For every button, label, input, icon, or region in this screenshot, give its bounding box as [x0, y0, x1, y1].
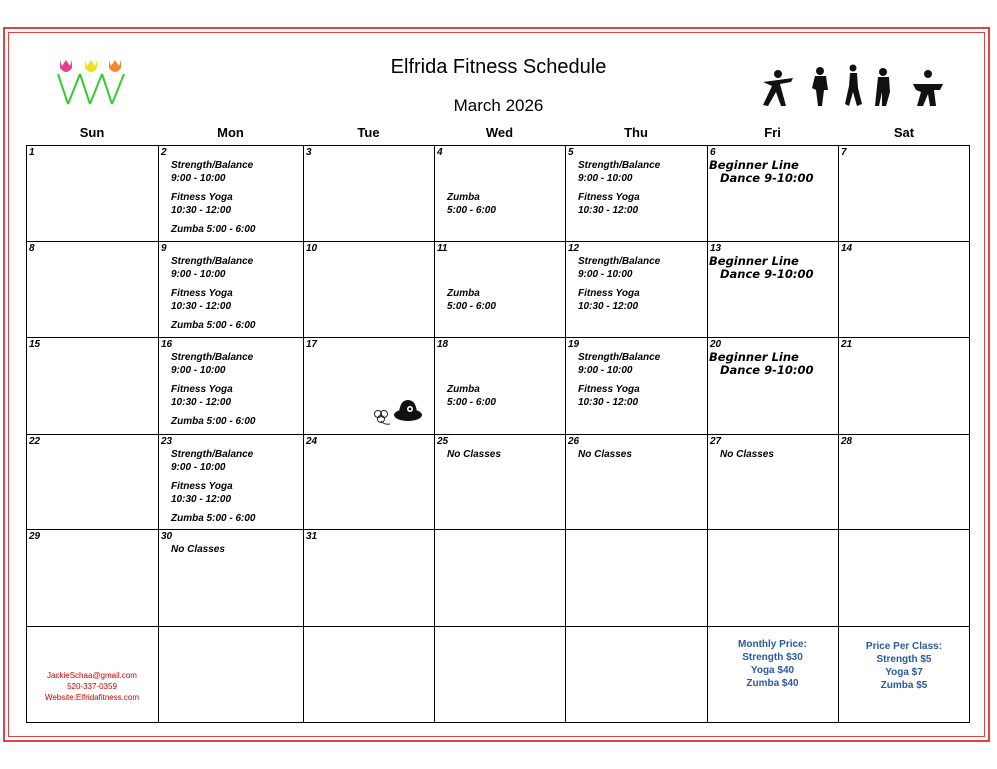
day-number: 3: [306, 147, 312, 158]
month-title: March 2026: [453, 96, 544, 115]
day-cell: [434, 434, 565, 530]
day-cell: [303, 434, 434, 530]
day-number: 6: [710, 147, 716, 158]
dow-sat: Sat: [893, 125, 915, 140]
day-cell: [565, 337, 707, 433]
day-cell: [565, 434, 707, 530]
class-line: Zumba 5:00 - 6:00: [171, 416, 256, 427]
class-line: 5:00 - 6:00: [447, 301, 496, 312]
class-line: Strength/Balance: [578, 256, 661, 267]
day-cell: [26, 241, 158, 337]
class-line: Zumba: [447, 384, 480, 395]
class-line: Zumba 5:00 - 6:00: [171, 224, 256, 235]
day-cell: [26, 145, 158, 241]
day-number: 19: [568, 339, 580, 350]
class-line: 10:30 - 12:00: [171, 205, 232, 216]
monthly-price: [707, 638, 838, 690]
class-line: 10:30 - 12:00: [578, 397, 639, 408]
class-line: 9:00 - 10:00: [171, 269, 226, 280]
class-line: Strength/Balance: [171, 449, 254, 460]
class-line: Zumba 5:00 - 6:00: [171, 513, 256, 524]
day-number: 21: [841, 339, 853, 350]
dow-mon: Mon: [217, 125, 244, 140]
day-number: 23: [161, 436, 173, 447]
class-line: 10:30 - 12:00: [578, 301, 639, 312]
class-line: No Classes: [720, 449, 774, 460]
class-line: No Classes: [447, 449, 501, 460]
class-price-yoga: Yoga $7: [885, 667, 923, 678]
day-number: 31: [306, 531, 318, 542]
class-line: 10:30 - 12:00: [171, 301, 232, 312]
day-cell: [707, 434, 838, 530]
page-title: Elfrida Fitness Schedule: [390, 56, 607, 78]
class-price-zumba: Zumba $5: [880, 680, 928, 691]
class-line: Fitness Yoga: [578, 288, 640, 299]
dow-tue: Tue: [357, 125, 380, 140]
day-number: 4: [437, 147, 443, 158]
day-number: 13: [710, 243, 722, 254]
day-cell: [158, 529, 303, 625]
monthly-price-strength: Strength $30: [742, 652, 803, 663]
class-price: [838, 640, 970, 692]
class-line: Fitness Yoga: [171, 384, 233, 395]
day-number: 5: [568, 147, 574, 158]
class-line: Strength/Balance: [171, 352, 254, 363]
day-number: 8: [29, 243, 35, 254]
class-line: Beginner Line: [709, 350, 799, 364]
dancers-icon: [758, 62, 948, 112]
class-line: 9:00 - 10:00: [578, 269, 633, 280]
contact-website[interactable]: Website:Elfridafitness.com: [44, 693, 140, 702]
class-line: Zumba: [447, 192, 480, 203]
day-cell: [838, 434, 970, 530]
day-cell: [434, 337, 565, 433]
class-line: Fitness Yoga: [578, 192, 640, 203]
day-cell: [26, 337, 158, 433]
day-number: 1: [29, 147, 35, 158]
class-line: Fitness Yoga: [578, 384, 640, 395]
class-line: Zumba: [447, 288, 480, 299]
class-line: 9:00 - 10:00: [578, 173, 633, 184]
day-number: 2: [161, 147, 167, 158]
class-line: 9:00 - 10:00: [171, 173, 226, 184]
day-number: 28: [841, 436, 853, 447]
class-price-strength: Strength $5: [876, 654, 932, 665]
monthly-price-yoga: Yoga $40: [750, 665, 795, 676]
day-number: 10: [306, 243, 318, 254]
class-line: 9:00 - 10:00: [171, 462, 226, 473]
class-line: Strength/Balance: [171, 256, 254, 267]
day-number: 29: [29, 531, 41, 542]
day-number: 9: [161, 243, 167, 254]
class-line: 10:30 - 12:00: [171, 494, 232, 505]
day-number: 18: [437, 339, 449, 350]
class-line: Beginner Line: [709, 158, 799, 172]
class-line: 5:00 - 6:00: [447, 397, 496, 408]
class-line: Dance 9-10:00: [720, 171, 814, 185]
day-cell: [303, 241, 434, 337]
day-number: 20: [710, 339, 722, 350]
day-cell: [434, 241, 565, 337]
dow-wed: Wed: [485, 125, 514, 140]
contact-email[interactable]: JackieSchaa@gmail.com: [47, 671, 137, 680]
class-line: No Classes: [171, 544, 225, 555]
day-number: 24: [306, 436, 318, 447]
class-line: Strength/Balance: [578, 160, 661, 171]
day-number: 27: [710, 436, 722, 447]
day-number: 22: [29, 436, 41, 447]
class-line: 9:00 - 10:00: [171, 365, 226, 376]
class-line: Strength/Balance: [171, 160, 254, 171]
day-cell: [707, 145, 838, 241]
day-number: 25: [437, 436, 449, 447]
day-cell: [565, 241, 707, 337]
day-cell: [303, 145, 434, 241]
day-cell: [707, 337, 838, 433]
day-cell: [707, 241, 838, 337]
monthly-price-title: Monthly Price:: [738, 639, 807, 650]
day-number: 17: [306, 339, 318, 350]
hat-icon: [393, 397, 423, 423]
class-line: Strength/Balance: [578, 352, 661, 363]
day-cell: [158, 241, 303, 337]
class-line: Fitness Yoga: [171, 192, 233, 203]
dow-fri: Fri: [764, 125, 781, 140]
day-cell: [838, 241, 970, 337]
class-line: No Classes: [578, 449, 632, 460]
contact-phone: 520-337-0359: [67, 682, 117, 691]
class-line: Beginner Line: [709, 254, 799, 268]
class-line: 10:30 - 12:00: [171, 397, 232, 408]
monthly-price-zumba: Zumba $40: [746, 678, 799, 689]
class-line: 5:00 - 6:00: [447, 205, 496, 216]
class-line: Fitness Yoga: [171, 481, 233, 492]
day-cell: [434, 145, 565, 241]
day-number: 7: [841, 147, 847, 158]
dow-thu: Thu: [624, 125, 648, 140]
day-number: 14: [841, 243, 853, 254]
day-number: 11: [437, 243, 448, 254]
day-cell: [303, 529, 434, 625]
class-line: Zumba 5:00 - 6:00: [171, 320, 256, 331]
day-number: 12: [568, 243, 580, 254]
day-cell: [838, 145, 970, 241]
class-line: Dance 9-10:00: [720, 267, 814, 281]
day-number: 16: [161, 339, 173, 350]
day-cell: [158, 145, 303, 241]
class-line: Dance 9-10:00: [720, 363, 814, 377]
day-cell: [565, 145, 707, 241]
dow-sun: Sun: [79, 125, 105, 140]
class-price-title: Price Per Class:: [865, 641, 943, 652]
day-number: 30: [161, 531, 173, 542]
shamrock-icon: [370, 408, 394, 426]
tulips-icon: [52, 52, 132, 108]
class-line: 9:00 - 10:00: [578, 365, 633, 376]
day-cell: [26, 529, 158, 625]
day-cell: [158, 434, 303, 530]
contact-info: [27, 670, 157, 703]
class-line: 10:30 - 12:00: [578, 205, 639, 216]
day-cell: [838, 337, 970, 433]
day-cell: [158, 337, 303, 433]
day-cell: [26, 434, 158, 530]
class-line: Fitness Yoga: [171, 288, 233, 299]
day-number: 15: [29, 339, 41, 350]
day-number: 26: [568, 436, 580, 447]
